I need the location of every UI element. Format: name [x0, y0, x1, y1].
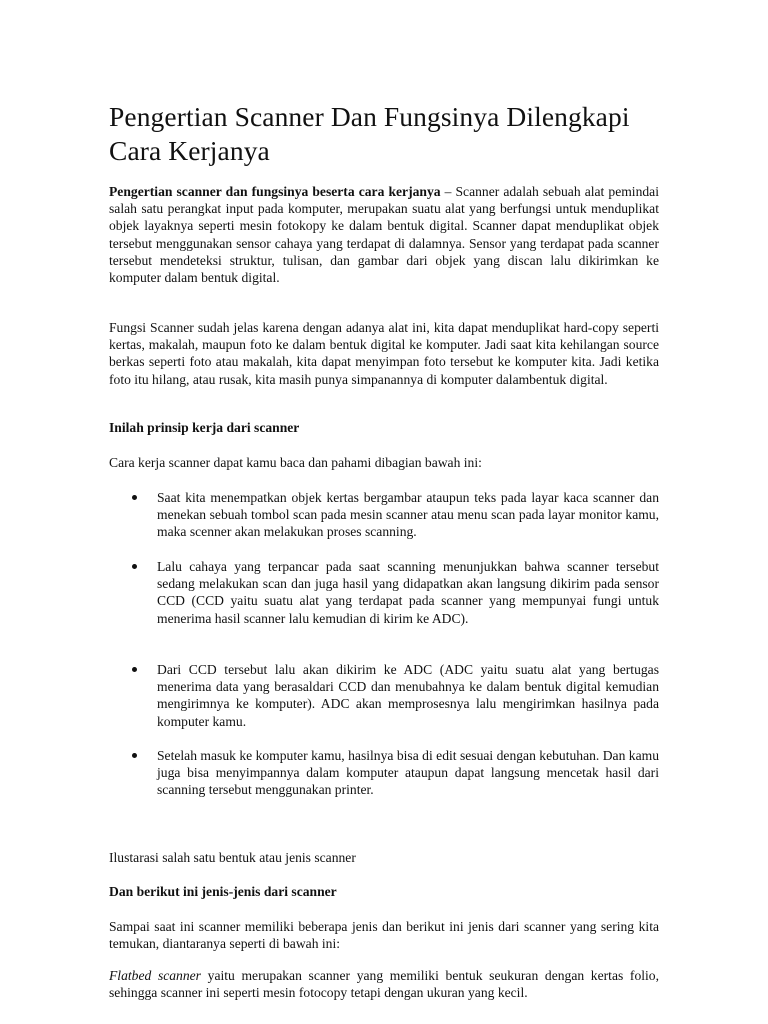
heading-jenis: Dan berikut ini jenis-jenis dari scanner [109, 884, 337, 899]
flatbed-paragraph [109, 967, 659, 1001]
bullet-dot-icon [132, 753, 137, 758]
list-item: Saat kita menempatkan objek kertas bergambar ataupun teks pada layar kaca scanner dan menekan sebuah tombol scan pada mesin scanner atau menu scan pada layar monitor kamu, maka scenner akan melakukan proses scanning. [157, 489, 659, 541]
illustration-caption: Ilustarasi salah satu bentuk atau jenis scanner [109, 850, 356, 865]
flatbed-italic-lead: Flatbed scanner [109, 968, 201, 983]
bullet-dot-icon [132, 495, 137, 500]
bullet-dot-icon [132, 564, 137, 569]
list-item: Setelah masuk ke komputer kamu, hasilnya bisa di edit sesuai dengan kebutuhan. Dan kamu juga bisa menyimpannya dalam komputer ataupun dapat langsung mencetak hasil dari scanning tersebut menggunakan printer. [157, 747, 659, 799]
bullet-dot-icon [132, 667, 137, 672]
flatbed-text: yaitu merupakan scanner yang memiliki bentuk seukuran dengan kertas folio, sehingga scanner ini seperti mesin fotocopy tetapi dengan ukuran yang kecil. [109, 968, 659, 1001]
intro-text: – Scanner adalah sebuah alat pemindai salah satu perangkat input pada komputer, merupakan suatu alat yang berfungsi untuk menduplikat objek layaknya seperti mesin fotokopy ke dalam bentuk digital. Scanner dapat menduplikat objek tersebut menggunakan sensor cahaya yang terdapat di dalamnya. Sensor yang terdapat pada scanner tersebut mendeteksi struktur, tulisan, dan gambar dari objek yang discan lalu dikirimkan ke komputer dalam bentuk digital. [109, 184, 659, 286]
intro-paragraph [109, 183, 659, 286]
heading-prinsip: Inilah prinsip kerja dari scanner [109, 420, 300, 435]
jenis-intro: Sampai saat ini scanner memiliki beberapa jenis dan berikut ini jenis dari scanner yang sering kita temukan, diantaranya seperti di bawah ini: [109, 919, 659, 952]
intro-bold-lead: Pengertian scanner dan fungsinya beserta cara kerjanya [109, 184, 441, 199]
cara-kerja-intro: Cara kerja scanner dapat kamu baca dan pahami dibagian bawah ini: [109, 455, 482, 470]
fungsi-paragraph: Fungsi Scanner sudah jelas karena dengan adanya alat ini, kita dapat menduplikat hard-copy seperti kertas, makalah, maupun foto ke dalam bentuk digital ke komputer. Jadi saat kita kehilangan source berkas seperti foto atau makalah, kita dapat menyimpan foto tersebut ke komputer kita. Jadi ketika foto itu hilang, atau rusak, kita masih punya simpanannya di komputer dalambentuk digital. [109, 320, 659, 387]
list-item: Dari CCD tersebut lalu akan dikirim ke ADC (ADC yaitu suatu alat yang bertugas menerima data yang berasaldari CCD dan menubahnya ke dalam bentuk digital kemudian mengirimnya ke komputer). ADC akan memprosesnya lalu mengirimkan hasilnya pada komputer kamu. [157, 661, 659, 730]
list-item: Lalu cahaya yang terpancar pada saat scanning menunjukkan bahwa scanner tersebut sedang melakukan scan dan juga hasil yang didapatkan akan langsung dikirim pada sensor CCD (CCD yaitu suatu alat yang terdapat pada scanner yang mempunyai fungi untuk menerima hasil scanner lalu kemudian di kirim ke ADC). [157, 558, 659, 627]
document-title: Pengertian Scanner Dan Fungsinya Dilengkapi Cara Kerjanya [109, 101, 630, 166]
